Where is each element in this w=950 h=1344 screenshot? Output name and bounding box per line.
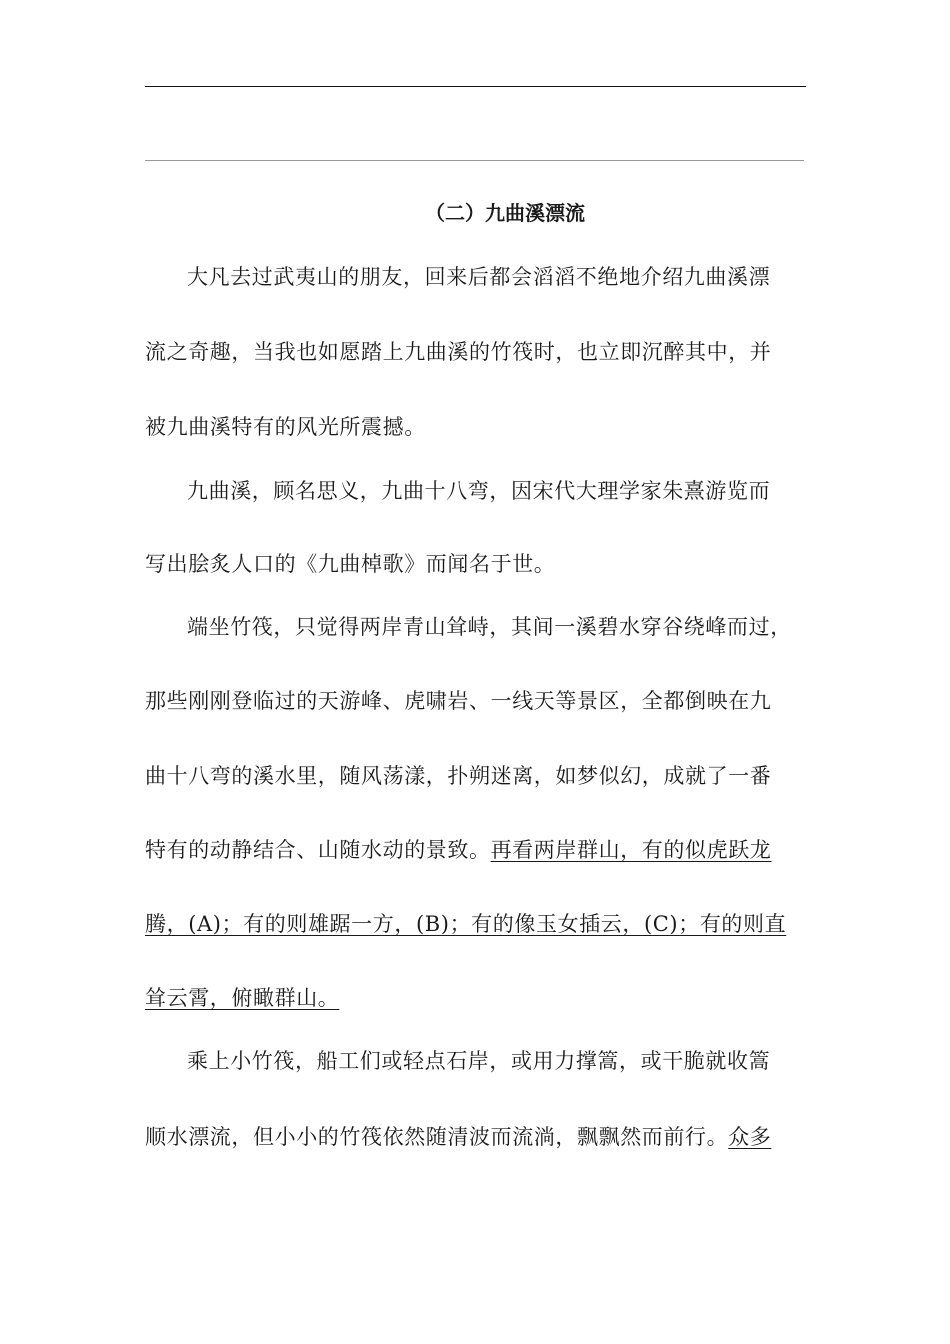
paragraph-3-underlined-start: 再看两岸群山，有的似虎跃龙	[490, 838, 772, 862]
paragraph-3-line-4	[145, 835, 810, 865]
paragraph-3-line-4-plain: 特有的动静结合、山随水动的景致。	[145, 838, 491, 862]
paragraph-3-line-3: 曲十八弯的溪水里，随风荡漾，扑朔迷离，如梦似幻，成就了一番	[145, 764, 772, 788]
paragraph-4-line-2-plain: 顺水漂流，但小小的竹筏依然随清波而流淌，飘飘然而前行。	[145, 1125, 729, 1149]
paragraph-4-underlined-start: 众多	[728, 1125, 772, 1149]
header-thin-rule	[145, 160, 804, 161]
paragraph-1-line-1: 大凡去过武夷山的朋友，回来后都会滔滔不绝地介绍九曲溪漂	[187, 265, 771, 289]
paragraph-4-line-2	[145, 1122, 810, 1152]
paragraph-3-underlined-line: 腾，(A)；有的则雄踞一方，(B)；有的像玉女插云，(C)；有的则直	[145, 912, 787, 936]
paragraph-1-line-3: 被九曲溪特有的风光所震撼。	[145, 415, 426, 439]
paragraph-3-line-7	[145, 983, 810, 1013]
paragraph-1-line-2: 流之奇趣，当我也如愿踏上九曲溪的竹筏时，也立即沉醉其中，并	[145, 340, 772, 364]
paragraph-3-underlined-end: 耸云霄，俯瞰群山。	[145, 986, 340, 1010]
paragraph-2-line-2: 写出脍炙人口的《九曲棹歌》而闻名于世。	[145, 552, 556, 576]
paragraph-2-line-1: 九曲溪，顾名思义，九曲十八弯，因宋代大理学家朱熹游览而	[187, 479, 771, 503]
paragraph-3-line-1: 端坐竹筏，只觉得两岸青山耸峙，其间一溪碧水穿谷绕峰而过，	[187, 615, 792, 639]
paragraph-4-line-1: 乘上小竹筏，船工们或轻点石岸，或用力撑篙，或干脆就收篙	[187, 1049, 771, 1073]
header-rule	[145, 86, 806, 87]
section-title: （二）九曲溪漂流	[425, 201, 585, 225]
paragraph-3-line-2: 那些刚刚登临过的天游峰、虎啸岩、一线天等景区，全都倒映在九	[145, 689, 772, 713]
